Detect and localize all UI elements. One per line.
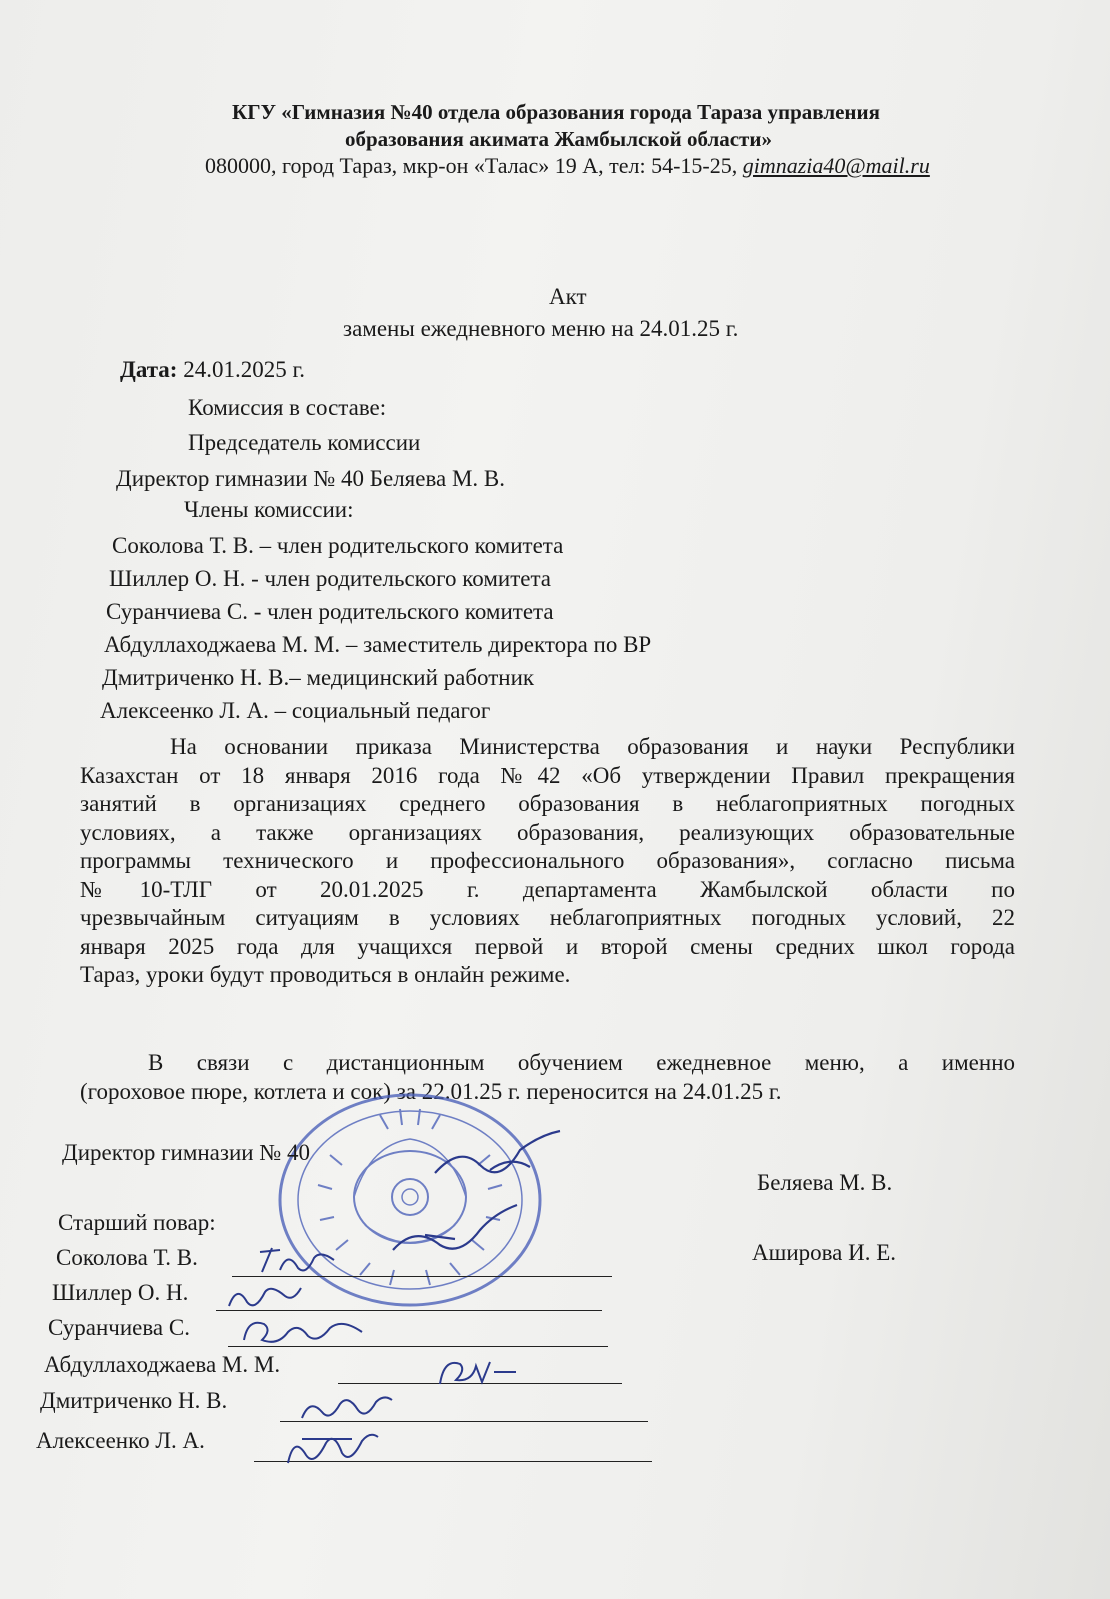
- member-line: Суранчиева С. - член родительского комитета: [106, 599, 554, 624]
- member-line: Соколова Т. В. – член родительского комитета: [112, 533, 564, 558]
- date-label: Дата:: [120, 357, 178, 382]
- paragraph-line: Казахстан от 18 января 2016 года №42 «Об утверждении Правил прекращения: [80, 762, 1015, 788]
- address-text: 080000, город Тараз, мкр-он «Талас» 19 А, тел: 54-15-25,: [205, 153, 738, 178]
- chair-name: Директор гимназии № 40 Беляева М. В.: [116, 466, 506, 491]
- email-link[interactable]: gimnazia40@mail.ru: [742, 153, 930, 178]
- paragraph-line: №10-ТЛГ от 20.01.2025 г. департамента Жамбылской области по: [80, 876, 1015, 902]
- signature-name: Дмитриченко Н. В.: [40, 1388, 228, 1413]
- signature-icon: [282, 1425, 382, 1471]
- date-value: 24.01.2025 г.: [183, 357, 306, 382]
- cook-signature-icon: [385, 1195, 525, 1265]
- date-row: [120, 357, 305, 383]
- member-line: Алексеенко Л. А. – социальный педагог: [100, 698, 491, 723]
- paragraph-line: (гороховое пюре, котлета и сок) за 22.01.25 г. переносится на 24.01.25 г.: [80, 1078, 782, 1104]
- paragraph-line: программы технического и профессионального образования», согласно письма: [80, 848, 1015, 873]
- signature-name: Шиллер О. Н.: [52, 1280, 189, 1305]
- member-line: Дмитриченко Н. В.– медицинский работник: [102, 665, 535, 690]
- org-address: [205, 153, 930, 179]
- body-paragraph-1: [80, 733, 1015, 990]
- cook-name: Аширова И. Е.: [752, 1240, 897, 1265]
- signature-icon: [238, 1310, 368, 1350]
- chair-label: Председатель комиссии: [188, 430, 421, 455]
- director-signature-icon: [430, 1125, 570, 1185]
- commission-intro: Комиссия в составе:: [188, 395, 387, 420]
- org-name-line2: образования акимата Жамбылской области»: [345, 127, 772, 151]
- signature-name: Суранчиева С.: [48, 1315, 190, 1340]
- paragraph-line: чрезвычайным ситуациям в условиях неблагоприятных погодных условий, 22: [80, 905, 1015, 930]
- paragraph-line: января 2025 года для учащихся первой и второй смены средних школ города: [80, 933, 1015, 959]
- signature-icon: [225, 1278, 305, 1314]
- paragraph-line: На основании приказа Министерства образования и науки Республики: [170, 734, 1015, 759]
- member-line: Абдуллаходжаева М. М. – заместитель директора по ВР: [104, 632, 652, 657]
- director-label: Директор гимназии № 40: [62, 1140, 311, 1165]
- paragraph-line: занятий в организациях среднего образования в неблагоприятных погодных: [80, 791, 1015, 816]
- signature-icon: [432, 1352, 522, 1392]
- paragraph-line: условиях, а также организациях образования, реализующих образовательные: [80, 819, 1015, 845]
- signature-icon: [296, 1388, 396, 1428]
- act-title: Акт: [549, 284, 587, 309]
- cook-label: Старший повар:: [58, 1210, 216, 1235]
- org-name-line1: КГУ «Гимназия №40 отдела образования города Тараза управления: [232, 100, 880, 124]
- signature-name: Абдуллаходжаева М. М.: [44, 1352, 281, 1377]
- signature-name: Соколова Т. В.: [56, 1245, 198, 1270]
- signature-name: Алексеенко Л. А.: [36, 1428, 205, 1453]
- act-subtitle: замены ежедневного меню на 24.01.25 г.: [343, 316, 739, 341]
- director-name: Беляева М. В.: [757, 1170, 893, 1195]
- paragraph-line: В связи с дистанционным обучением ежедневное меню, а именно: [148, 1050, 1015, 1075]
- signature-icon: [258, 1240, 338, 1280]
- paragraph-line: Тараз, уроки будут проводиться в онлайн режиме.: [80, 962, 571, 987]
- member-line: Шиллер О. Н. - член родительского комитета: [109, 566, 551, 591]
- members-label: Члены комиссии:: [184, 497, 354, 522]
